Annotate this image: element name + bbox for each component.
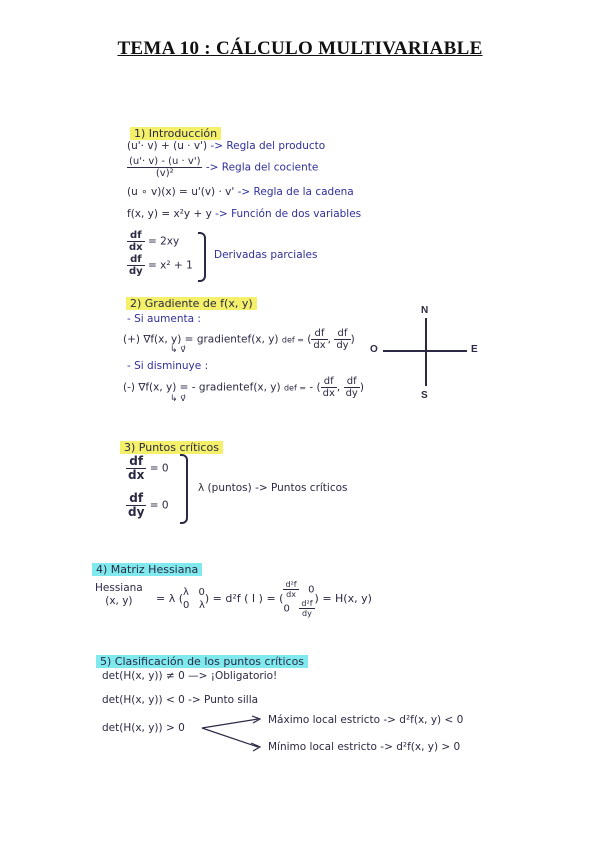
rule-chain: (u ∘ v)(x) = u'(v) · v' -> Regla de la cadena xyxy=(127,186,354,198)
partial-dy: $\frac{df}{dy}$ = x² + 1 xyxy=(129,254,193,277)
gradient-decrease-label: - Si disminuye : xyxy=(127,360,209,372)
two-variable-function: f(x, y) = x²y + y -> Función de dos variables xyxy=(127,208,362,220)
section-clasificacion-heading: 5) Clasificación de los puntos críticos xyxy=(96,650,308,669)
compass-north-label: N xyxy=(421,305,429,316)
gradient-decrease-formula: (-) ∇f(x, y) = - gradientef(x, y) def = - ( $\frac{df}{dx}$ , $\frac{df}{dy}$ ) xyxy=(123,376,364,399)
partials-brace xyxy=(198,232,206,282)
section-puntos-criticos-heading: 3) Puntos críticos xyxy=(120,436,223,455)
critical-dy: $\frac{df}{dy}$ = 0 xyxy=(128,491,169,519)
partial-dx: $\frac{df}{dx}$ = 2xy xyxy=(129,230,180,253)
second-derivative-matrix: $\frac{\text{d²f}}{dx}$ 0 0 $\frac{\text{d²f}}{dy}$ xyxy=(283,580,315,618)
gradient-increase-label: - Si aumenta : xyxy=(127,313,201,325)
partials-label: Derivadas parciales xyxy=(214,249,318,261)
classification-row-2: det(H(x, y)) < 0 -> Punto silla xyxy=(102,694,259,706)
critical-points-label: λ (puntos) -> Puntos críticos xyxy=(198,482,348,494)
compass-vertical-axis xyxy=(425,318,427,386)
section-hessiana-heading: 4) Matriz Hessiana xyxy=(92,558,202,577)
classification-row-3: det(H(x, y)) > 0 xyxy=(102,722,185,734)
gradient-increase-vector: ↳ v⃗ xyxy=(170,345,186,355)
section-gradiente-heading: 2) Gradiente de f(x, y) xyxy=(126,292,257,311)
page-title: TEMA 10 : CÁLCULO MULTIVARIABLE xyxy=(117,38,483,59)
hessian-equation: = λ (λ 0 0 λ) = d²f ( I ) = ( $\frac{\text{d²f}}{dx}$ 0 0 $\frac{\text{d²f}}{dy}$ ) = H(x, y) xyxy=(156,580,372,618)
compass-east-label: E xyxy=(471,344,478,355)
rule-quotient: $\frac{(u'\cdot v) - (u \cdot v')}{\text{(v)²}}$ -> Regla del cociente xyxy=(129,156,319,179)
critical-points-brace xyxy=(180,454,188,524)
hessian-label: Hessiana (x, y) xyxy=(95,582,143,607)
section-introduccion-heading: 1) Introducción xyxy=(130,122,221,141)
classification-max: Máximo local estricto -> d²f(x, y) < 0 xyxy=(268,714,464,726)
gradient-decrease-vector: ↳ v⃗ xyxy=(170,394,186,404)
gradient-increase-formula: (+) ∇f(x, y) = gradientef(x, y) def = ( $\frac{df}{dx}$ , $\frac{df}{dy}$ ) xyxy=(123,328,355,351)
classification-row-1: det(H(x, y)) ≠ 0 —> ¡Obligatorio! xyxy=(102,670,278,682)
compass-south-label: S xyxy=(421,390,428,401)
rule-product: (u'· v) + (u · v') -> Regla del producto xyxy=(127,140,326,152)
classification-split-arrows xyxy=(200,714,264,754)
identity-matrix: λ 0 0 λ xyxy=(183,587,205,611)
classification-min: Mínimo local estricto -> d²f(x, y) > 0 xyxy=(268,741,461,753)
compass-west-label: O xyxy=(370,344,378,355)
critical-dx: $\frac{df}{dx}$ = 0 xyxy=(128,454,169,482)
compass-horizontal-axis xyxy=(383,350,467,352)
